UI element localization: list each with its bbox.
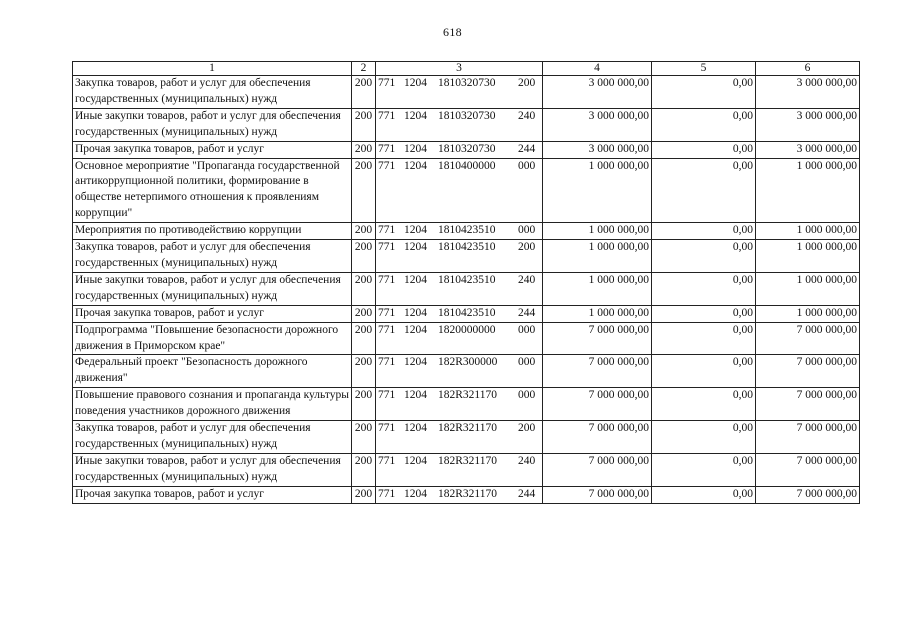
row-total-cell: 7 000 000,00 [756, 486, 860, 503]
ministry-code: 771 [378, 77, 396, 89]
row-admin-code-cell: 200 [352, 453, 376, 486]
table-row [73, 388, 860, 421]
section-code: 1204 [404, 422, 427, 435]
row-admin-code-cell: 200 [352, 158, 376, 223]
row-admin-code-cell: 200 [352, 355, 376, 388]
row-amount-cell: 7 000 000,00 [543, 453, 652, 486]
ministry-code: 771 [378, 306, 396, 319]
expense-type-code: 244 [518, 142, 536, 155]
ministry-code: 771 [378, 356, 396, 369]
target-article-code: 1810320730 [438, 77, 496, 89]
row-name-cell: Закупка товаров, работ и услуг для обеспечения государственных (муниципальных) нужд [73, 421, 352, 454]
row-total-cell: 1 000 000,00 [756, 158, 860, 223]
ministry-code: 771 [378, 323, 396, 336]
target-article-code: 182R300000 [438, 356, 498, 369]
column-header-1: 1 [73, 62, 352, 76]
column-header-6: 6 [756, 62, 860, 76]
row-amount-cell: 3 000 000,00 [543, 76, 652, 109]
expense-type-code: 000 [518, 323, 536, 336]
section-code: 1204 [404, 224, 427, 237]
expense-type-code: 000 [518, 389, 536, 402]
target-article-code: 182R321170 [438, 487, 497, 500]
ministry-code: 771 [378, 241, 396, 254]
table-row [73, 240, 860, 273]
expense-type-code: 000 [518, 224, 536, 237]
row-name-cell: Прочая закупка товаров, работ и услуг [73, 305, 352, 322]
target-article-code: 1810320730 [438, 109, 496, 122]
row-total-cell: 1 000 000,00 [756, 305, 860, 322]
section-code: 1204 [404, 109, 427, 122]
row-classification-code-cell [376, 272, 543, 305]
table-row [73, 421, 860, 454]
row-name-cell: Мероприятия по противодействию коррупции [73, 223, 352, 240]
section-code: 1204 [404, 356, 427, 369]
ministry-code: 771 [378, 273, 396, 286]
row-change-cell: 0,00 [652, 141, 756, 158]
row-change-cell: 0,00 [652, 453, 756, 486]
row-admin-code-cell: 200 [352, 388, 376, 421]
expense-type-code: 000 [518, 356, 536, 369]
row-name-cell: Прочая закупка товаров, работ и услуг [73, 486, 352, 503]
expense-type-code: 000 [518, 159, 536, 172]
row-name-cell: Закупка товаров, работ и услуг для обеспечения государственных (муниципальных) нужд [73, 240, 352, 273]
row-admin-code-cell: 200 [352, 141, 376, 158]
row-change-cell: 0,00 [652, 388, 756, 421]
section-code: 1204 [404, 273, 427, 286]
row-amount-cell: 1 000 000,00 [543, 223, 652, 240]
table-row [73, 158, 860, 223]
row-name-cell: Повышение правового сознания и пропаганда культуры поведения участников дорожного движения [73, 388, 352, 421]
row-admin-code-cell: 200 [352, 272, 376, 305]
target-article-code: 1810423510 [438, 241, 496, 254]
row-name-cell: Прочая закупка товаров, работ и услуг [73, 141, 352, 158]
row-change-cell: 0,00 [652, 158, 756, 223]
row-total-cell: 3 000 000,00 [756, 141, 860, 158]
section-code: 1204 [404, 389, 427, 402]
row-classification-code-cell [376, 322, 543, 355]
section-code: 1204 [404, 306, 427, 319]
row-admin-code-cell: 200 [352, 223, 376, 240]
target-article-code: 1810320730 [438, 142, 496, 155]
table-row [73, 76, 860, 109]
row-total-cell: 7 000 000,00 [756, 322, 860, 355]
row-classification-code-cell [376, 240, 543, 273]
row-amount-cell: 7 000 000,00 [543, 322, 652, 355]
table-row [73, 141, 860, 158]
table-row [73, 108, 860, 141]
ministry-code: 771 [378, 142, 396, 155]
row-amount-cell: 1 000 000,00 [543, 240, 652, 273]
row-admin-code-cell: 200 [352, 108, 376, 141]
row-change-cell: 0,00 [652, 355, 756, 388]
section-code: 1204 [404, 241, 427, 254]
row-total-cell: 7 000 000,00 [756, 453, 860, 486]
table-row [73, 453, 860, 486]
row-classification-code-cell [376, 76, 543, 109]
row-amount-cell: 3 000 000,00 [543, 108, 652, 141]
row-change-cell: 0,00 [652, 223, 756, 240]
row-change-cell: 0,00 [652, 322, 756, 355]
ministry-code: 771 [378, 389, 396, 402]
row-admin-code-cell: 200 [352, 322, 376, 355]
row-amount-cell: 7 000 000,00 [543, 355, 652, 388]
ministry-code: 771 [378, 109, 396, 122]
row-amount-cell: 1 000 000,00 [543, 305, 652, 322]
row-name-cell: Основное мероприятие "Пропаганда государственной антикоррупционной политики, формирование в обществе нетерпимого отношения к проявлениям коррупции" [73, 158, 352, 223]
row-total-cell: 1 000 000,00 [756, 272, 860, 305]
row-total-cell: 7 000 000,00 [756, 355, 860, 388]
row-name-cell: Закупка товаров, работ и услуг для обеспечения государственных (муниципальных) нужд [73, 76, 352, 109]
row-classification-code-cell [376, 223, 543, 240]
row-admin-code-cell: 200 [352, 305, 376, 322]
target-article-code: 182R321170 [438, 389, 497, 402]
section-code: 1204 [404, 142, 427, 155]
row-amount-cell: 1 000 000,00 [543, 272, 652, 305]
table-row [73, 322, 860, 355]
section-code: 1204 [404, 159, 427, 172]
column-header-2: 2 [352, 62, 376, 76]
row-change-cell: 0,00 [652, 108, 756, 141]
section-code: 1204 [404, 454, 427, 467]
row-classification-code-cell [376, 305, 543, 322]
target-article-code: 1810400000 [438, 159, 496, 172]
target-article-code: 1810423510 [438, 273, 496, 286]
row-amount-cell: 3 000 000,00 [543, 141, 652, 158]
section-code: 1204 [404, 77, 427, 89]
row-total-cell: 7 000 000,00 [756, 421, 860, 454]
column-header-5: 5 [652, 62, 756, 76]
row-total-cell: 3 000 000,00 [756, 108, 860, 141]
expense-type-code: 244 [518, 306, 536, 319]
section-code: 1204 [404, 487, 427, 500]
row-classification-code-cell [376, 453, 543, 486]
row-change-cell: 0,00 [652, 305, 756, 322]
target-article-code: 182R321170 [438, 454, 497, 467]
table-row [73, 272, 860, 305]
row-classification-code-cell [376, 141, 543, 158]
row-amount-cell: 7 000 000,00 [543, 486, 652, 503]
target-article-code: 182R321170 [438, 422, 497, 435]
table-body [73, 76, 860, 504]
expense-type-code: 240 [518, 109, 536, 122]
column-header-4: 4 [543, 62, 652, 76]
row-total-cell: 7 000 000,00 [756, 388, 860, 421]
row-change-cell: 0,00 [652, 421, 756, 454]
row-name-cell: Иные закупки товаров, работ и услуг для обеспечения государственных (муниципальных) нужд [73, 272, 352, 305]
table-row [73, 486, 860, 503]
expense-type-code: 200 [518, 241, 536, 254]
ministry-code: 771 [378, 159, 396, 172]
ministry-code: 771 [378, 454, 396, 467]
row-name-cell: Иные закупки товаров, работ и услуг для обеспечения государственных (муниципальных) нужд [73, 108, 352, 141]
column-header-3: 3 [376, 62, 543, 76]
expense-type-code: 244 [518, 487, 536, 500]
row-classification-code-cell [376, 421, 543, 454]
row-name-cell: Подпрограмма "Повышение безопасности дорожного движения в Приморском крае" [73, 322, 352, 355]
row-admin-code-cell: 200 [352, 486, 376, 503]
row-classification-code-cell [376, 158, 543, 223]
row-classification-code-cell [376, 355, 543, 388]
row-change-cell: 0,00 [652, 76, 756, 109]
table-row [73, 305, 860, 322]
row-total-cell: 1 000 000,00 [756, 240, 860, 273]
row-amount-cell: 7 000 000,00 [543, 421, 652, 454]
row-classification-code-cell [376, 108, 543, 141]
table-row [73, 223, 860, 240]
target-article-code: 1820000000 [438, 323, 496, 336]
ministry-code: 771 [378, 224, 396, 237]
table-row [73, 355, 860, 388]
row-name-cell: Федеральный проект "Безопасность дорожного движения" [73, 355, 352, 388]
ministry-code: 771 [378, 487, 396, 500]
row-name-cell: Иные закупки товаров, работ и услуг для обеспечения государственных (муниципальных) нужд [73, 453, 352, 486]
header-row [73, 62, 860, 76]
row-classification-code-cell [376, 486, 543, 503]
row-total-cell: 1 000 000,00 [756, 223, 860, 240]
expense-type-code: 200 [518, 77, 536, 89]
row-admin-code-cell: 200 [352, 240, 376, 273]
target-article-code: 1810423510 [438, 306, 496, 319]
row-amount-cell: 7 000 000,00 [543, 388, 652, 421]
row-change-cell: 0,00 [652, 272, 756, 305]
section-code: 1204 [404, 323, 427, 336]
expense-type-code: 200 [518, 422, 536, 435]
row-total-cell: 3 000 000,00 [756, 76, 860, 109]
row-change-cell: 0,00 [652, 486, 756, 503]
ministry-code: 771 [378, 422, 396, 435]
row-classification-code-cell [376, 388, 543, 421]
row-admin-code-cell: 200 [352, 421, 376, 454]
target-article-code: 1810423510 [438, 224, 496, 237]
expense-type-code: 240 [518, 454, 536, 467]
row-admin-code-cell: 200 [352, 76, 376, 109]
expense-type-code: 240 [518, 273, 536, 286]
row-amount-cell: 1 000 000,00 [543, 158, 652, 223]
table-header [73, 62, 860, 76]
budget-table [72, 61, 860, 504]
row-change-cell: 0,00 [652, 240, 756, 273]
page-number: 618 [443, 25, 462, 39]
